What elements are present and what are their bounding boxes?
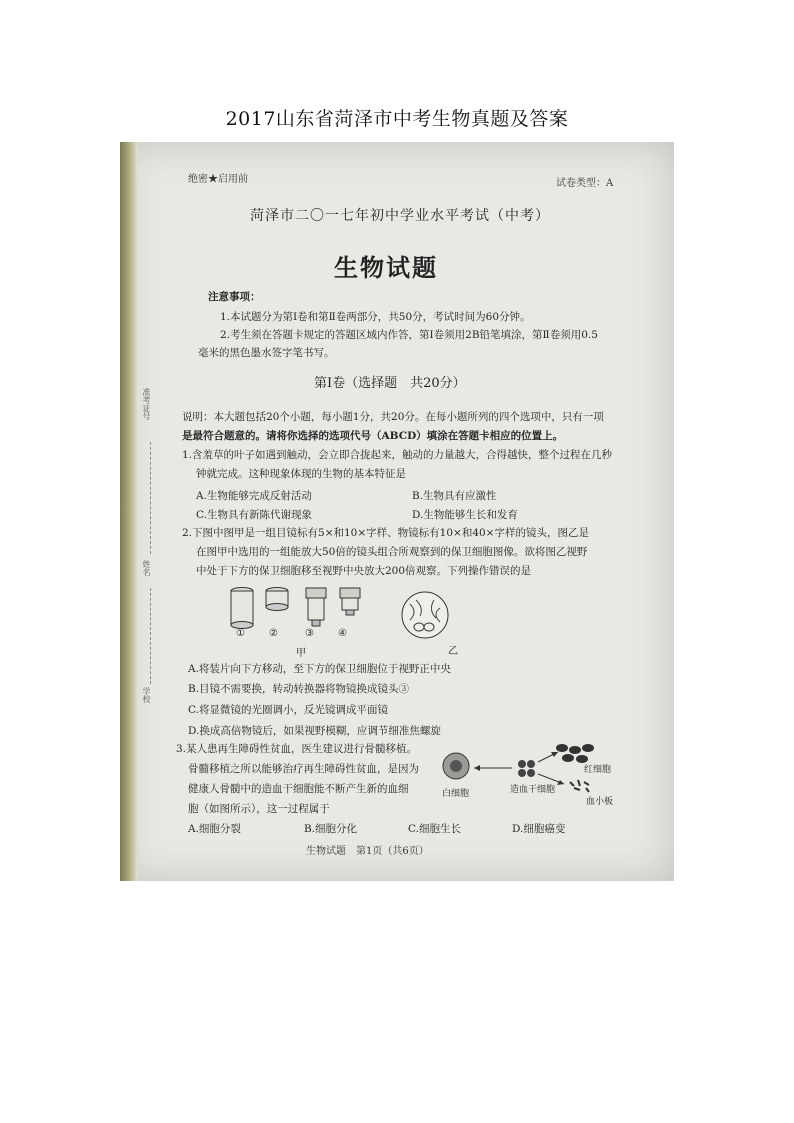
fig-label-rbc: 红细胞 [584, 765, 612, 775]
side-label-name: 姓名 [142, 560, 151, 576]
side-label-exam-no: 准考证号 [142, 388, 151, 420]
lens-label-2: ② [269, 628, 278, 639]
lens-4-icon [340, 588, 360, 615]
q1-option-c: C.生物具有新陈代谢现象 [196, 509, 312, 521]
platelet-icon [570, 780, 589, 792]
q2-stem-1: 2.下图中图甲是一组目镜标有5×和10×字样、物镜标有10×和40×字样的镜头，图乙是 [182, 527, 589, 539]
page-title: 2017山东省菏泽市中考生物真题及答案 [225, 108, 569, 130]
q2-stem-3: 中处于下方的保卫细胞移至视野中央放大200倍观察。下列操作错误的是 [196, 565, 532, 577]
q3-stem-2: 骨髓移植之所以能够治疗再生障碍性贫血，是因为 [188, 763, 419, 775]
notice-line-2b: 毫米的黑色墨水签字笔书写。 [198, 347, 335, 359]
fig-label-wbc: 白细胞 [442, 789, 470, 799]
stem-cell-icon [518, 760, 535, 777]
exam-name: 菏泽市二〇一七年初中学业水平考试（中考） [250, 208, 550, 224]
q2-option-d: D.换成高倍物镜后，如果视野模糊，应调节细准焦螺旋 [188, 725, 441, 737]
figure-a-caption: 甲 [296, 648, 306, 659]
secret-label: 绝密★启用前 [188, 174, 248, 185]
white-blood-cell-icon [443, 753, 469, 779]
q1-option-a: A.生物能够完成反射活动 [196, 490, 312, 502]
lens-3-icon [306, 588, 326, 626]
lens-2-icon [266, 588, 288, 611]
figure-b-caption: 乙 [448, 646, 458, 657]
side-line-1 [150, 442, 151, 554]
q2-option-c: C.将显微镜的光圈调小，反光镜调成平面镜 [188, 704, 388, 716]
q2-option-b: B.目镜不需要换，转动转换器将物镜换成镜头③ [188, 683, 410, 695]
q2-option-a: A.将装片向下方移动，至下方的保卫细胞位于视野正中央 [188, 663, 451, 675]
section-1-desc-1: 说明：本大题包括20个小题，每小题1分，共20分。在每小题所列的四个选项中，只有一项 [182, 411, 604, 423]
side-line-2 [150, 588, 151, 684]
lens-1-icon [231, 588, 253, 629]
q2-stem-2: 在图甲中选用的一组能放大50倍的镜头组合所观察到的保卫细胞图像。欲将图乙视野 [196, 546, 588, 558]
notice-line-1: 1.本试题分为第Ⅰ卷和第Ⅱ卷两部分，共50分，考试时间为60分钟。 [220, 311, 531, 323]
subject-title: 生物试题 [334, 253, 438, 282]
q3-option-d: D.细胞癌变 [512, 823, 566, 835]
q3-option-b: B.细胞分化 [304, 823, 358, 835]
q1-stem-1: 1.含羞草的叶子如遇到触动，会立即合拢起来，触动的力量越大，合得越快，整个过程在几秒 [182, 449, 613, 461]
arrow-icons [474, 752, 564, 785]
microscope-field-icon [400, 590, 450, 640]
q1-option-d: D.生物能够生长和发育 [412, 509, 518, 521]
exam-sheet [138, 142, 674, 881]
q3-stem-3: 健康人骨髓中的造血干细胞能不断产生新的血细 [188, 783, 409, 795]
q3-stem-1: 3.某人患再生障碍性贫血，医生建议进行骨髓移植。 [176, 743, 418, 755]
q1-stem-2: 钟就完成。这种现象体现的生物的基本特征是 [196, 468, 406, 480]
side-label-school: 学校 [142, 687, 151, 703]
fig-label-platelet: 血小板 [586, 797, 614, 807]
fig-label-stem-cell: 造血干细胞 [510, 785, 556, 795]
page-footer: 生物试题 第1页（共6页） [306, 846, 429, 857]
lens-label-4: ④ [338, 628, 347, 639]
q3-stem-4: 胞（如图所示），这一过程属于 [188, 803, 330, 815]
lens-label-1: ① [236, 628, 245, 639]
lens-label-3: ③ [305, 628, 314, 639]
red-blood-cell-icon [556, 744, 594, 763]
notice-line-2a: 2.考生须在答题卡规定的答题区域内作答，第Ⅰ卷须用2B铅笔填涂，第Ⅱ卷须用0.5 [220, 329, 598, 341]
notice-heading: 注意事项： [208, 291, 261, 303]
q3-option-a: A.细胞分裂 [188, 823, 241, 835]
q3-option-c: C.细胞生长 [408, 823, 461, 835]
lens-figure [226, 584, 376, 630]
exam-photo [120, 142, 674, 881]
section-1-title: 第Ⅰ卷（选择题 共20分） [314, 376, 466, 391]
section-1-desc-2: 是最符合题意的。请将你选择的选项代号（ABCD）填涂在答题卡相应的位置上。 [182, 430, 564, 442]
paper-type: 试卷类型：A [556, 178, 614, 189]
q1-option-b: B.生物具有应激性 [412, 490, 497, 502]
